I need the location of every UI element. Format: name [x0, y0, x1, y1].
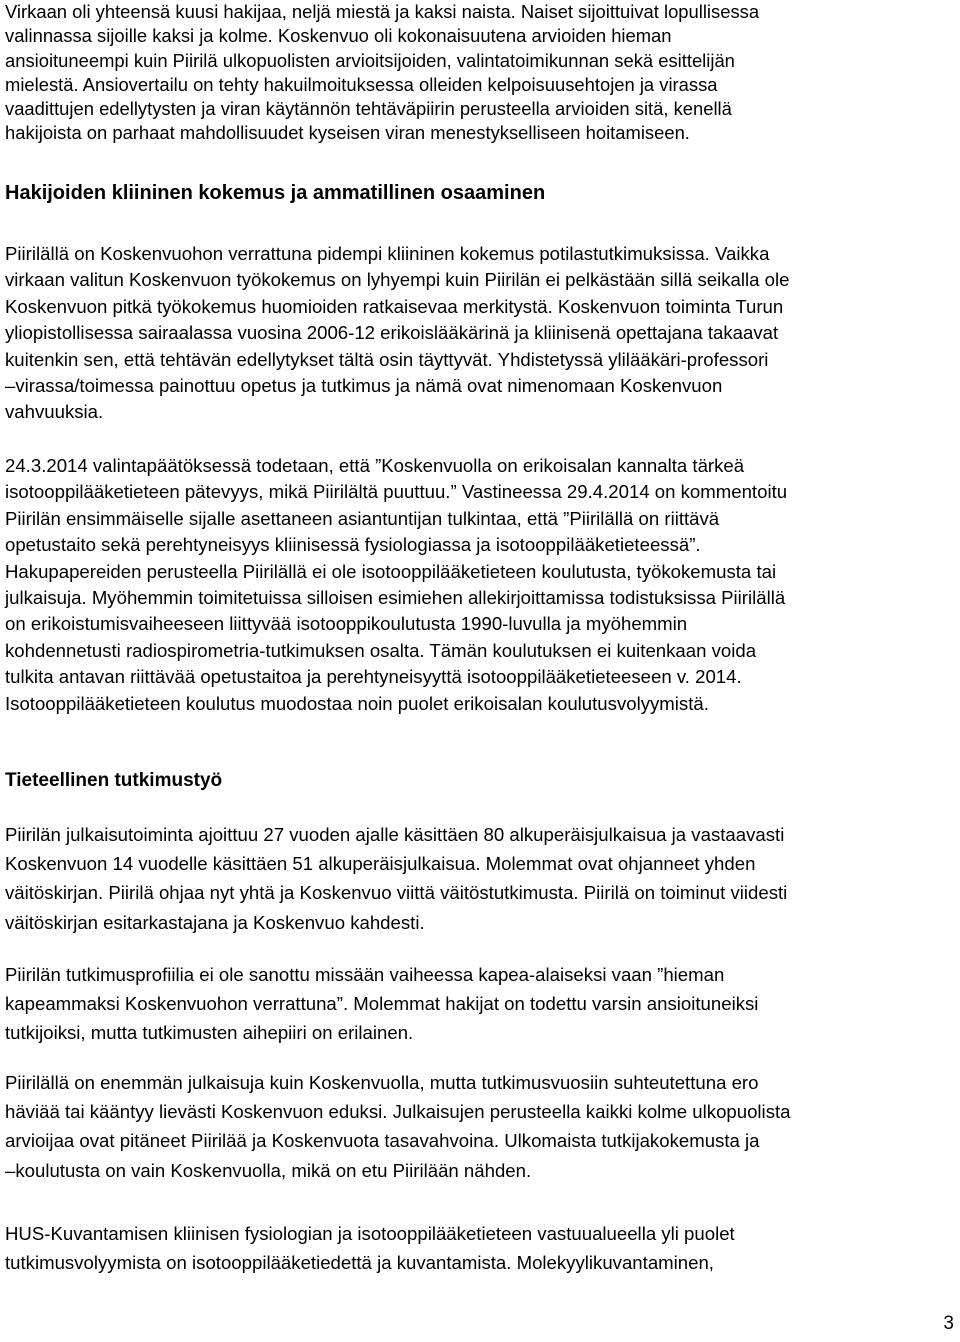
text-line: Piirilän julkaisutoiminta ajoittuu 27 vuoden ajalle käsittäen 80 alkuperäisjulkaisua ja vastaavasti — [5, 824, 785, 845]
text-line: väitöskirjan esitarkastajana ja Koskenvuo kahdesti. — [5, 911, 425, 933]
text-line: Piirilällä on Koskenvuohon verrattuna pidempi kliininen kokemus potilastutkimuksissa. Vaikka — [5, 243, 770, 264]
text-line: arvioijaa ovat pitäneet Piirilää ja Koskenvuota tasavahvoina. Ulkomaista tutkijakokemusta ja — [5, 1130, 760, 1152]
text-line: ansioituneempi kuin Piirilä ulkopuolisten arvioitsijoiden, valintatoimikunnan sekä esittelijän — [5, 49, 735, 71]
text-line: Piirilän ensimmäiselle sijalle asettaneen asiantuntijan tulkintaa, että ”Piirilällä on riittävä — [5, 507, 720, 529]
text-line: Piirilän tutkimusprofiilia ei ole sanottu missään vaiheessa kapea-alaiseksi vaan ”hieman — [5, 964, 725, 985]
text-line: kuitenkin sen, että tehtävän edellytykset tältä osin täyttyvät. Yhdistetyssä ylilääkäri-professori — [5, 348, 769, 370]
text-line: tutkijoiksi, mutta tutkimusten aihepiiri on erilainen. — [5, 1022, 414, 1044]
paragraph-publications — [5, 820, 787, 937]
text-line: mielestä. Ansiovertailu on tehty hakuilmoituksessa olleiden kelpoisuusehtojen ja virassa — [5, 73, 718, 95]
text-line: Hakupapereiden perusteella Piirilällä ei ole isotooppilääketieteen koulutusta, työkokemusta tai — [5, 560, 777, 582]
text-line: tulkita antavan riittävää opetustaitoa ja perehtyneisyyttä isotooppilääketieteeseen v. 2014. — [5, 666, 742, 688]
text-line: häviää tai kääntyy lievästi Koskenvuon eduksi. Julkaisujen perusteella kaikki kolme ulkopuolista — [5, 1101, 791, 1123]
text-line: –virassa/toimessa painottuu opetus ja tutkimus ja nämä ovat nimenomaan Koskenvuon — [5, 375, 723, 397]
text-line: yliopistollisessa sairaalassa vuosina 2006-12 erikoislääkärinä ja kliinisenä opettajana takaavat — [5, 322, 779, 344]
text-line: kohdennetusti radiospirometria-tutkimuksen osalta. Tämän koulutuksen ei kuitenkaan voida — [5, 639, 757, 661]
text-line: väitöskirjan. Piirilä ohjaa nyt yhtä ja Koskenvuo viittä väitöstutkimusta. Piirilä on toiminut viidesti — [5, 882, 788, 904]
paragraph-research-profile — [5, 960, 758, 1048]
paragraph-hus-imaging — [5, 1219, 735, 1277]
text-line: Virkaan oli yhteensä kuusi hakijaa, neljä miestä ja kaksi naista. Naiset sijoittuivat lopullisessa — [5, 1, 760, 22]
paragraph-isotope-qualification — [5, 453, 787, 717]
text-line: Koskenvuon 14 vuodelle käsittäen 51 alkuperäisjulkaisua. Molemmat ovat ohjanneet yhden — [5, 853, 756, 875]
text-line: HUS-Kuvantamisen kliinisen fysiologian ja isotooppilääketieteen vastuualueella yli puolet — [5, 1223, 735, 1244]
page-number: 3 — [943, 1313, 954, 1334]
text-line: opetustaito sekä perehtyneisyys kliinisessä fysiologiassa ja isotooppilääketieteessä”. — [5, 534, 701, 556]
text-line: Piirilällä on enemmän julkaisuja kuin Koskenvuolla, mutta tutkimusvuosiin suhteutettuna ero — [5, 1072, 759, 1093]
text-line: virkaan valitun Koskenvuon työkokemus on lyhyempi kuin Piirilän ei pelkästään sillä seikalla ole — [5, 269, 790, 291]
text-line: –koulutusta on vain Koskenvuolla, mikä on etu Piirilään nähden. — [5, 1159, 532, 1181]
text-line: tutkimusvolyymista on isotooppilääketiedettä ja kuvantamista. Molekyylikuvantaminen, — [5, 1252, 714, 1274]
text-line: 24.3.2014 valintapäätöksessä todetaan, että ”Koskenvuolla on erikoisalan kannalta tärkeä — [5, 455, 745, 476]
text-line: vaadittujen edellytysten ja viran käytännön tehtäväpiirin perusteella arvioiden sitä, kenellä — [5, 98, 732, 120]
text-line: vahvuuksia. — [5, 401, 104, 423]
text-line: kapeammaksi Koskenvuohon verrattuna”. Molemmat hakijat on todettu varsin ansioituneiksi — [5, 993, 759, 1015]
text-line: julkaisuja. Myöhemmin toimitetuissa silloisen esimiehen allekirjoittamissa todistuksissa Piirilällä — [5, 587, 786, 609]
text-line: valinnassa sijoille kaksi ja kolme. Koskenvuo oli kokonaisuutena arvioiden hieman — [5, 25, 672, 47]
text-line: on erikoistumisvaiheeseen liittyvää isotooppikoulutusta 1990-luvulla ja myöhemmin — [5, 613, 688, 635]
paragraph-clinical-experience — [5, 241, 789, 426]
section-heading-clinical-experience: Hakijoiden kliininen kokemus ja ammatillinen osaaminen — [5, 182, 546, 204]
text-line: hakijoista on parhaat mahdollisuudet kyseisen viran menestykselliseen hoitamiseen. — [5, 122, 690, 144]
text-line: isotooppilääketieteen pätevyys, mikä Piirilältä puuttuu.” Vastineessa 29.4.2014 on kommentoitu — [5, 481, 788, 503]
paragraph-applicants — [5, 0, 759, 146]
section-heading-research: Tieteellinen tutkimustyö — [5, 770, 223, 791]
paragraph-publication-comparison — [5, 1068, 791, 1185]
text-line: Koskenvuon pitkä työkokemus huomioiden ratkaisevaa merkitystä. Koskenvuon toiminta Turun — [5, 295, 784, 317]
text-line: Isotooppilääketieteen koulutus muodostaa noin puolet erikoisalan koulutusvolyymistä. — [5, 692, 709, 714]
